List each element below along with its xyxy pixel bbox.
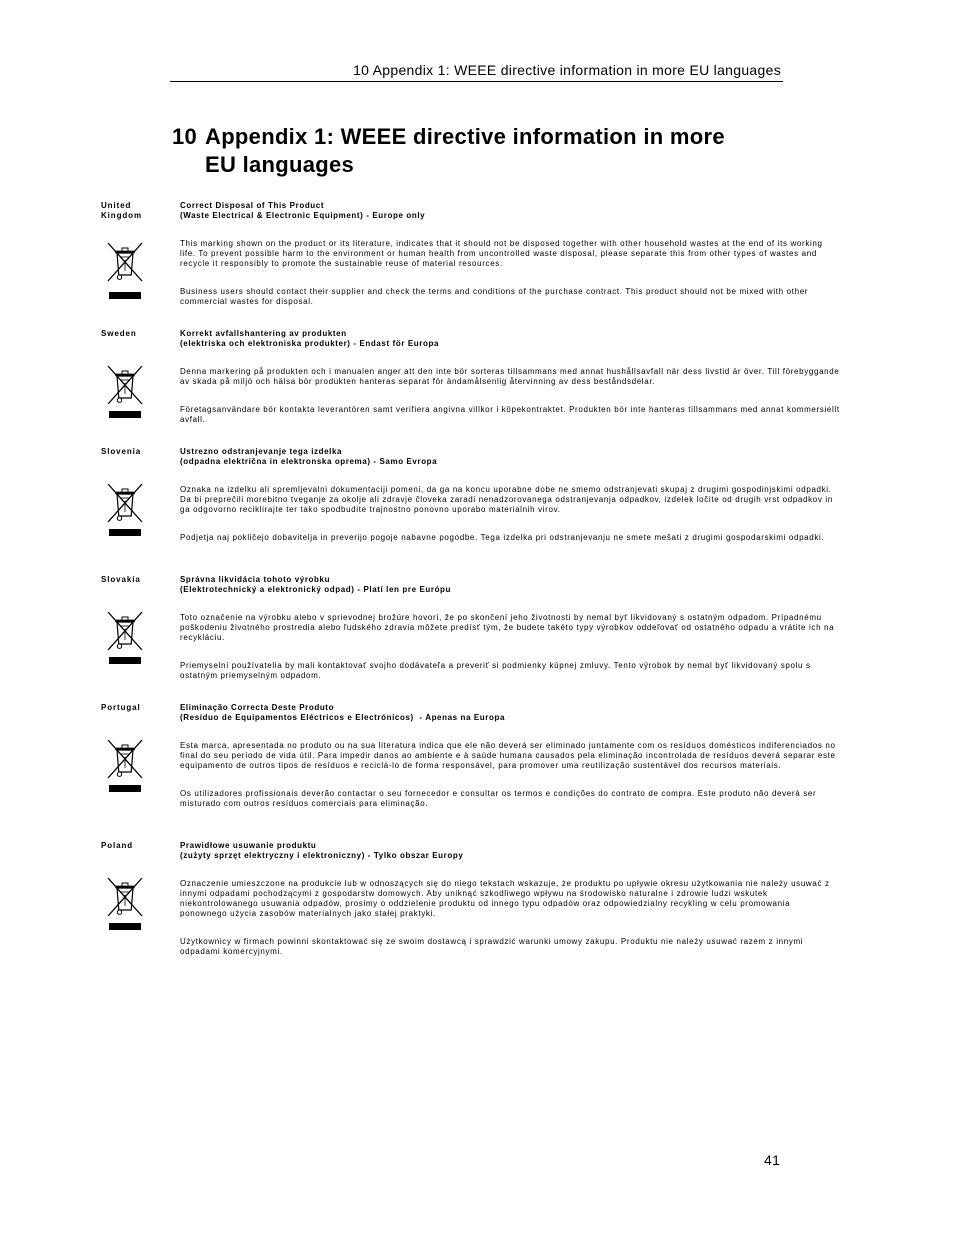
- section-heading: [180, 329, 439, 349]
- section-heading-line-2: (odpadna električna in elektronska oprema) - Samo Evropa: [180, 457, 438, 466]
- paragraph-household-disposal: Oznaka na izdelku ali spremljevalni dokumentaciji pomeni, da ga na koncu uporabne dobe ne smemo odstranjevati skupaj z drugimi gospodinjskimi odpadki. Da bi preprečili morebitno tveganje za okolje ali zdravje človeka zaradi nenadzorovanega odstranjevanja odpadkov, izdelek ločite od drugih vrst odpadkov in ga odgovorno reciklirajte ter tako spodbudite trajnostno ponovno uporabo materialnih virov.: [180, 485, 833, 514]
- page-number: 41: [764, 1152, 781, 1168]
- paragraph-business-users: Business users should contact their supplier and check the terms and conditions of the purchase contract. This product should not be mixed with other commercial wastes for disposal.: [180, 287, 809, 306]
- paragraph-household-disposal: Denna markering på produkten och i manualen anger att den inte bör sorteras tillsammans med annat hushållsavfall när dess livstid är över. Till förebyggande av skada på miljö och hälsa bör produkten hanteras separat för ändamålsenlig återvinning av dess beståndsdelar.: [180, 367, 840, 386]
- country-label-line-1: Poland: [101, 841, 134, 850]
- section-body: [180, 879, 840, 975]
- crossed-out-wheelie-bin-icon: [105, 875, 145, 919]
- crossed-out-wheelie-bin-icon: [105, 363, 145, 407]
- section-united-kingdom: [0, 201, 954, 321]
- section-heading: [180, 841, 463, 861]
- country-label-line-1: Slovakia: [101, 575, 141, 584]
- weee-black-bar: [109, 923, 141, 930]
- weee-black-bar: [109, 529, 141, 536]
- section-slovenia: [0, 447, 954, 567]
- section-heading: [180, 575, 451, 595]
- section-heading-line-1: Správna likvidácia tohoto výrobku: [180, 575, 331, 584]
- country-label: [101, 841, 177, 851]
- paragraph-business-users: Företagsanvändare bör kontakta leverantören samt verifiera angivna villkor i köpekontraktet. Produkten bör inte hanteras tillsammans med annat kommersiellt avfall.: [180, 405, 840, 424]
- weee-black-bar: [109, 411, 141, 418]
- paragraph-business-users: Podjetja naj pokličejo dobavitelja in preverijo pogoje nabavne pogodbe. Tega izdelka pri odstranjevanju ne smete mešati z drugimi gospodarskimi odpadki.: [180, 533, 825, 542]
- section-slovakia: [0, 575, 954, 695]
- country-label-line-1: Portugal: [101, 703, 141, 712]
- country-label: [101, 329, 177, 339]
- country-label-line-1: United: [101, 201, 132, 210]
- country-label: [101, 575, 177, 585]
- section-body: [180, 485, 840, 561]
- section-poland: [0, 841, 954, 961]
- section-heading-line-1: Correct Disposal of This Product: [180, 201, 325, 210]
- country-label-line-1: Sweden: [101, 329, 137, 338]
- section-body: [180, 239, 840, 325]
- section-heading-line-2: (elektriska och elektroniska produkter) - Endast för Europa: [180, 339, 440, 348]
- paragraph-business-users: Priemyselní používatelia by mali kontaktovať svojho dodávateľa a preveriť si podmienky kúpnej zmluvy. Tento výrobok by nemal byť likvidovaný spolu s ostatným priemyselným odpadom.: [180, 661, 811, 680]
- section-portugal: [0, 703, 954, 823]
- header-rule: [170, 81, 783, 82]
- section-heading-line-1: Prawidłowe usuwanie produktu: [180, 841, 317, 850]
- weee-black-bar: [109, 785, 141, 792]
- section-heading-line-2: (zużyty sprzęt elektryczny i elektroniczny) - Tylko obszar Europy: [180, 851, 464, 860]
- section-body: [180, 367, 840, 443]
- paragraph-household-disposal: Oznaczenie umieszczone na produkcie lub w odnoszących się do niego tekstach wskazuje, że produktu po upływie okresu użytkowania nie należy usuwać z innymi odpadami pochodzącymi z gospodarstw domowych. Aby uniknąć szkodliwego wpływu na środowisko naturalne i zdrowie ludzi wskutek niekontrolowanego usuwania odpadów, prosimy o oddzielenie produktu od innego typu odpadów oraz odpowiedzialny recykling w celu promowania ponownego użycia zasobów materialnych jako stałej praktyki.: [180, 879, 830, 918]
- crossed-out-wheelie-bin-icon: [105, 737, 145, 781]
- crossed-out-wheelie-bin-icon: [105, 609, 145, 653]
- weee-black-bar: [109, 292, 141, 299]
- section-heading-line-1: Eliminação Correcta Deste Produto: [180, 703, 335, 712]
- section-heading-line-2: (Resíduo de Equipamentos Eléctricos e Electrónicos) - Apenas na Europa: [180, 713, 506, 722]
- chapter-number: 10: [172, 124, 198, 149]
- chapter-title: [205, 123, 725, 179]
- country-label: [101, 201, 177, 221]
- chapter-title-line-2: EU languages: [205, 152, 355, 177]
- paragraph-business-users: Użytkownicy w firmach powinni skontaktować się ze swoim dostawcą i sprawdzić warunki umowy zakupu. Produktu nie należy usuwać razem z innymi odpadami komercyjnymi.: [180, 937, 804, 956]
- running-header-title: 10 Appendix 1: WEEE directive information in more EU languages: [353, 62, 781, 78]
- section-body: [180, 613, 840, 699]
- paragraph-business-users: Os utilizadores profissionais deverão contactar o seu fornecedor e consultar os termos e condições do contrato de compra. Este produto não deverá ser misturado com outros resíduos comerciais para eliminação.: [180, 789, 817, 808]
- section-heading-line-1: Korrekt avfallshantering av produkten: [180, 329, 347, 338]
- section-sweden: [0, 329, 954, 449]
- section-heading: [180, 447, 437, 467]
- section-heading-line-1: Ustrezno odstranjevanje tega izdelka: [180, 447, 343, 456]
- weee-black-bar: [109, 657, 141, 664]
- crossed-out-wheelie-bin-icon: [105, 481, 145, 525]
- country-label: [101, 703, 177, 713]
- crossed-out-wheelie-bin-icon: [105, 240, 145, 284]
- section-heading: [180, 201, 425, 221]
- paragraph-household-disposal: This marking shown on the product or its literature, indicates that it should not be disposed together with other household wastes at the end of its working life. To prevent possible harm to the environment or human health from uncontrolled waste disposal, please separate this from other types of wastes and recycle it responsibly to promote the sustainable reuse of material resources.: [180, 239, 823, 268]
- country-label-line-1: Slovenia: [101, 447, 142, 456]
- country-label-line-2: Kingdom: [101, 211, 142, 220]
- section-heading-line-2: (Elektrotechnický a elektronický odpad) - Platí len pre Európu: [180, 585, 452, 594]
- chapter-title-line-1: Appendix 1: WEEE directive information in more: [205, 124, 725, 149]
- section-heading: [180, 703, 505, 723]
- paragraph-household-disposal: Toto označenie na výrobku alebo v sprievodnej brožúre hovorí, že po skončení jeho životnosti by nemal byť likvidovaný s ostatným odpadom. Prípadnému poškodeniu životného prostredia alebo ľudského zdravia môžete predísť tým, že budete takéto typy výrobkov oddeľovať od ostatného odpadu a vrátite ich na recykláciu.: [180, 613, 835, 642]
- paragraph-household-disposal: Esta marca, apresentada no produto ou na sua literatura indica que ele não deverá ser eliminado juntamente com os resíduos domésticos indiferenciados no final do seu período de vida útil. Para impedir danos ao ambiente e à saúde humana causados pela eliminação incontrolada de resíduos deverá separar este equipamento de outros tipos de resíduos e reciclá-lo de forma responsável, para promover uma reutilização sustentável dos recursos materiais.: [180, 741, 836, 770]
- section-heading-line-2: (Waste Electrical & Electronic Equipment) - Europe only: [180, 211, 426, 220]
- country-label: [101, 447, 177, 457]
- section-body: [180, 741, 840, 827]
